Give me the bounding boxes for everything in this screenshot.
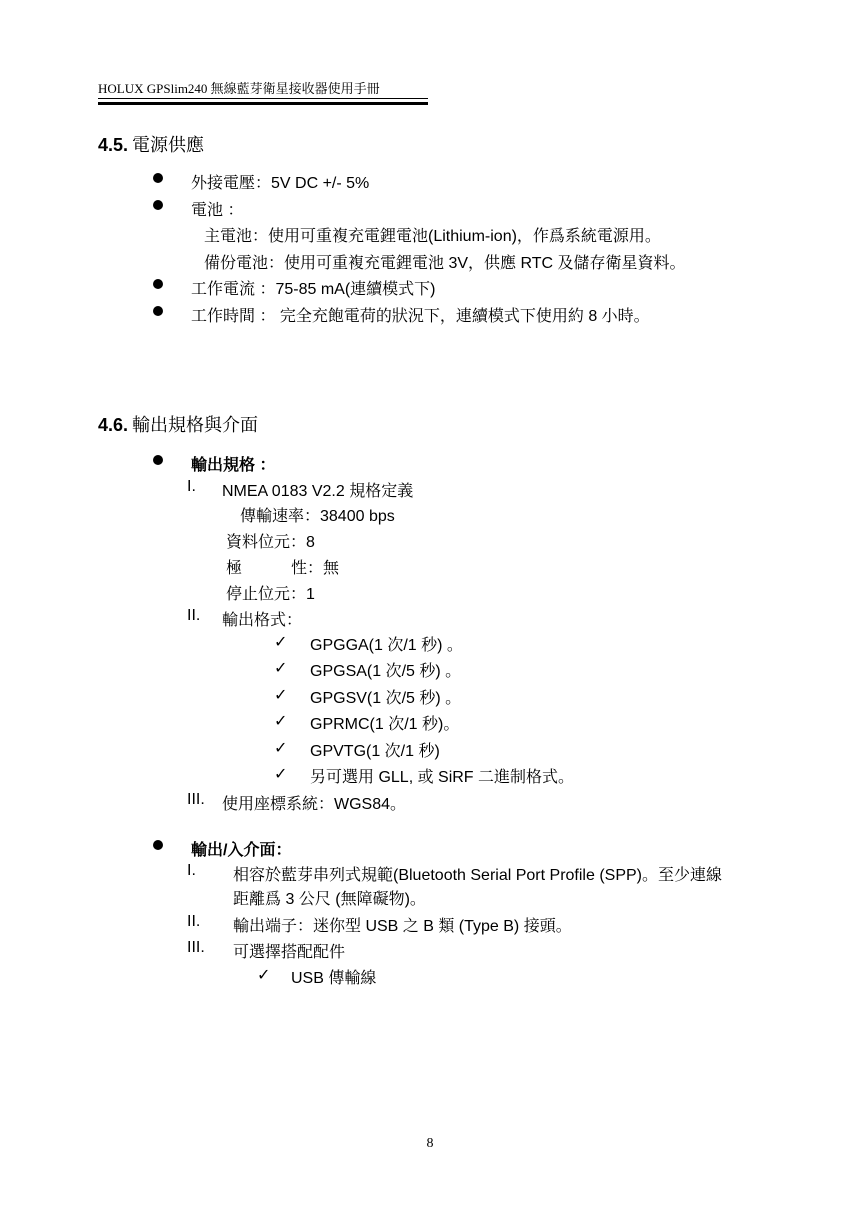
page-number: 8: [426, 1136, 434, 1151]
optional-accessories: 可選擇搭配配件: [233, 944, 346, 961]
roman-numeral: II.: [187, 913, 201, 930]
format-item: 另可選用 GLL, 或 SiRF 二進制格式。: [310, 769, 575, 786]
checkmark-icon: ✓: [274, 660, 288, 677]
checkmark-icon: ✓: [274, 713, 288, 730]
format-item: GPGGA(1 次/1 秒) 。: [310, 637, 463, 654]
header-rule-thin: [98, 98, 428, 99]
format-item: GPGSV(1 次/5 秒) 。: [310, 690, 462, 707]
stop-bits: 停止位元：1: [226, 586, 315, 603]
format-item: GPVTG(1 次/1 秒): [310, 743, 440, 760]
bluetooth-range: 距離爲 3 公尺 (無障礙物)。: [233, 891, 426, 908]
io-interface-label: 輸出/入介面：: [191, 842, 292, 859]
roman-numeral: III.: [187, 939, 205, 956]
roman-numeral: II.: [187, 607, 201, 624]
checkmark-icon: ✓: [274, 634, 288, 651]
spec-working-current: 工作電流 ：75-85 mA(連續模式下): [191, 281, 436, 298]
section-heading-4-6: [98, 411, 258, 437]
section-heading-4-5: [98, 131, 204, 157]
bullet-icon: [153, 200, 163, 210]
section-title: 電源供應: [132, 135, 205, 155]
spec-working-time: 工作時間 ： 完全充飽電荷的狀況下，連續模式下使用約 8 小時。: [191, 308, 650, 325]
output-spec-label: 輸出規格 ：: [191, 457, 276, 474]
section-title: 輸出規格與介面: [132, 415, 259, 435]
checkmark-icon: ✓: [274, 687, 288, 704]
header-rule-thick: [98, 102, 428, 105]
bluetooth-spp: 相容於藍芽串列式規範(Bluetooth Serial Port Profile (SPP)。至少連線: [233, 867, 722, 884]
parity-label-a: 極: [226, 560, 243, 577]
section-number: 4.5.: [98, 135, 129, 155]
coordinate-system: 使用座標系統：WGS84。: [222, 796, 407, 813]
nmea-standard: NMEA 0183 V2.2 規格定義: [222, 483, 414, 500]
spec-main-battery: 主電池：使用可重複充電鋰電池(Lithium-ion)，作爲系統電源用。: [204, 228, 661, 245]
roman-numeral: III.: [187, 791, 205, 808]
roman-numeral: I.: [187, 478, 196, 495]
usb-connector: 輸出端子：迷你型 USB 之 B 類 (Type B) 接頭。: [233, 918, 572, 935]
checkmark-icon: ✓: [274, 766, 288, 783]
section-number: 4.6.: [98, 415, 129, 435]
bullet-icon: [153, 455, 163, 465]
bullet-icon: [153, 306, 163, 316]
running-header: HOLUX GPSlim240 無線藍芽衛星接收器使用手冊: [98, 81, 380, 96]
parity-value: 性：無: [291, 560, 340, 577]
data-bits: 資料位元：8: [226, 534, 315, 551]
bullet-icon: [153, 173, 163, 183]
checkmark-icon: ✓: [274, 740, 288, 757]
format-item: GPGSA(1 次/5 秒) 。: [310, 663, 462, 680]
checkmark-icon: ✓: [257, 967, 271, 984]
format-item: GPRMC(1 次/1 秒)。: [310, 716, 460, 733]
accessory-item: USB 傳輸線: [291, 970, 377, 987]
roman-numeral: I.: [187, 862, 196, 879]
bullet-icon: [153, 279, 163, 289]
output-format-label: 輸出格式：: [222, 612, 303, 629]
bullet-icon: [153, 840, 163, 850]
baud-rate: 傳輸速率：38400 bps: [240, 508, 395, 525]
spec-backup-battery: 備份電池：使用可重複充電鋰電池 3V，供應 RTC 及儲存衛星資料。: [204, 255, 686, 272]
spec-external-voltage: 外接電壓：5V DC +/- 5%: [191, 175, 370, 192]
spec-battery-label: 電池 ：: [191, 202, 244, 219]
